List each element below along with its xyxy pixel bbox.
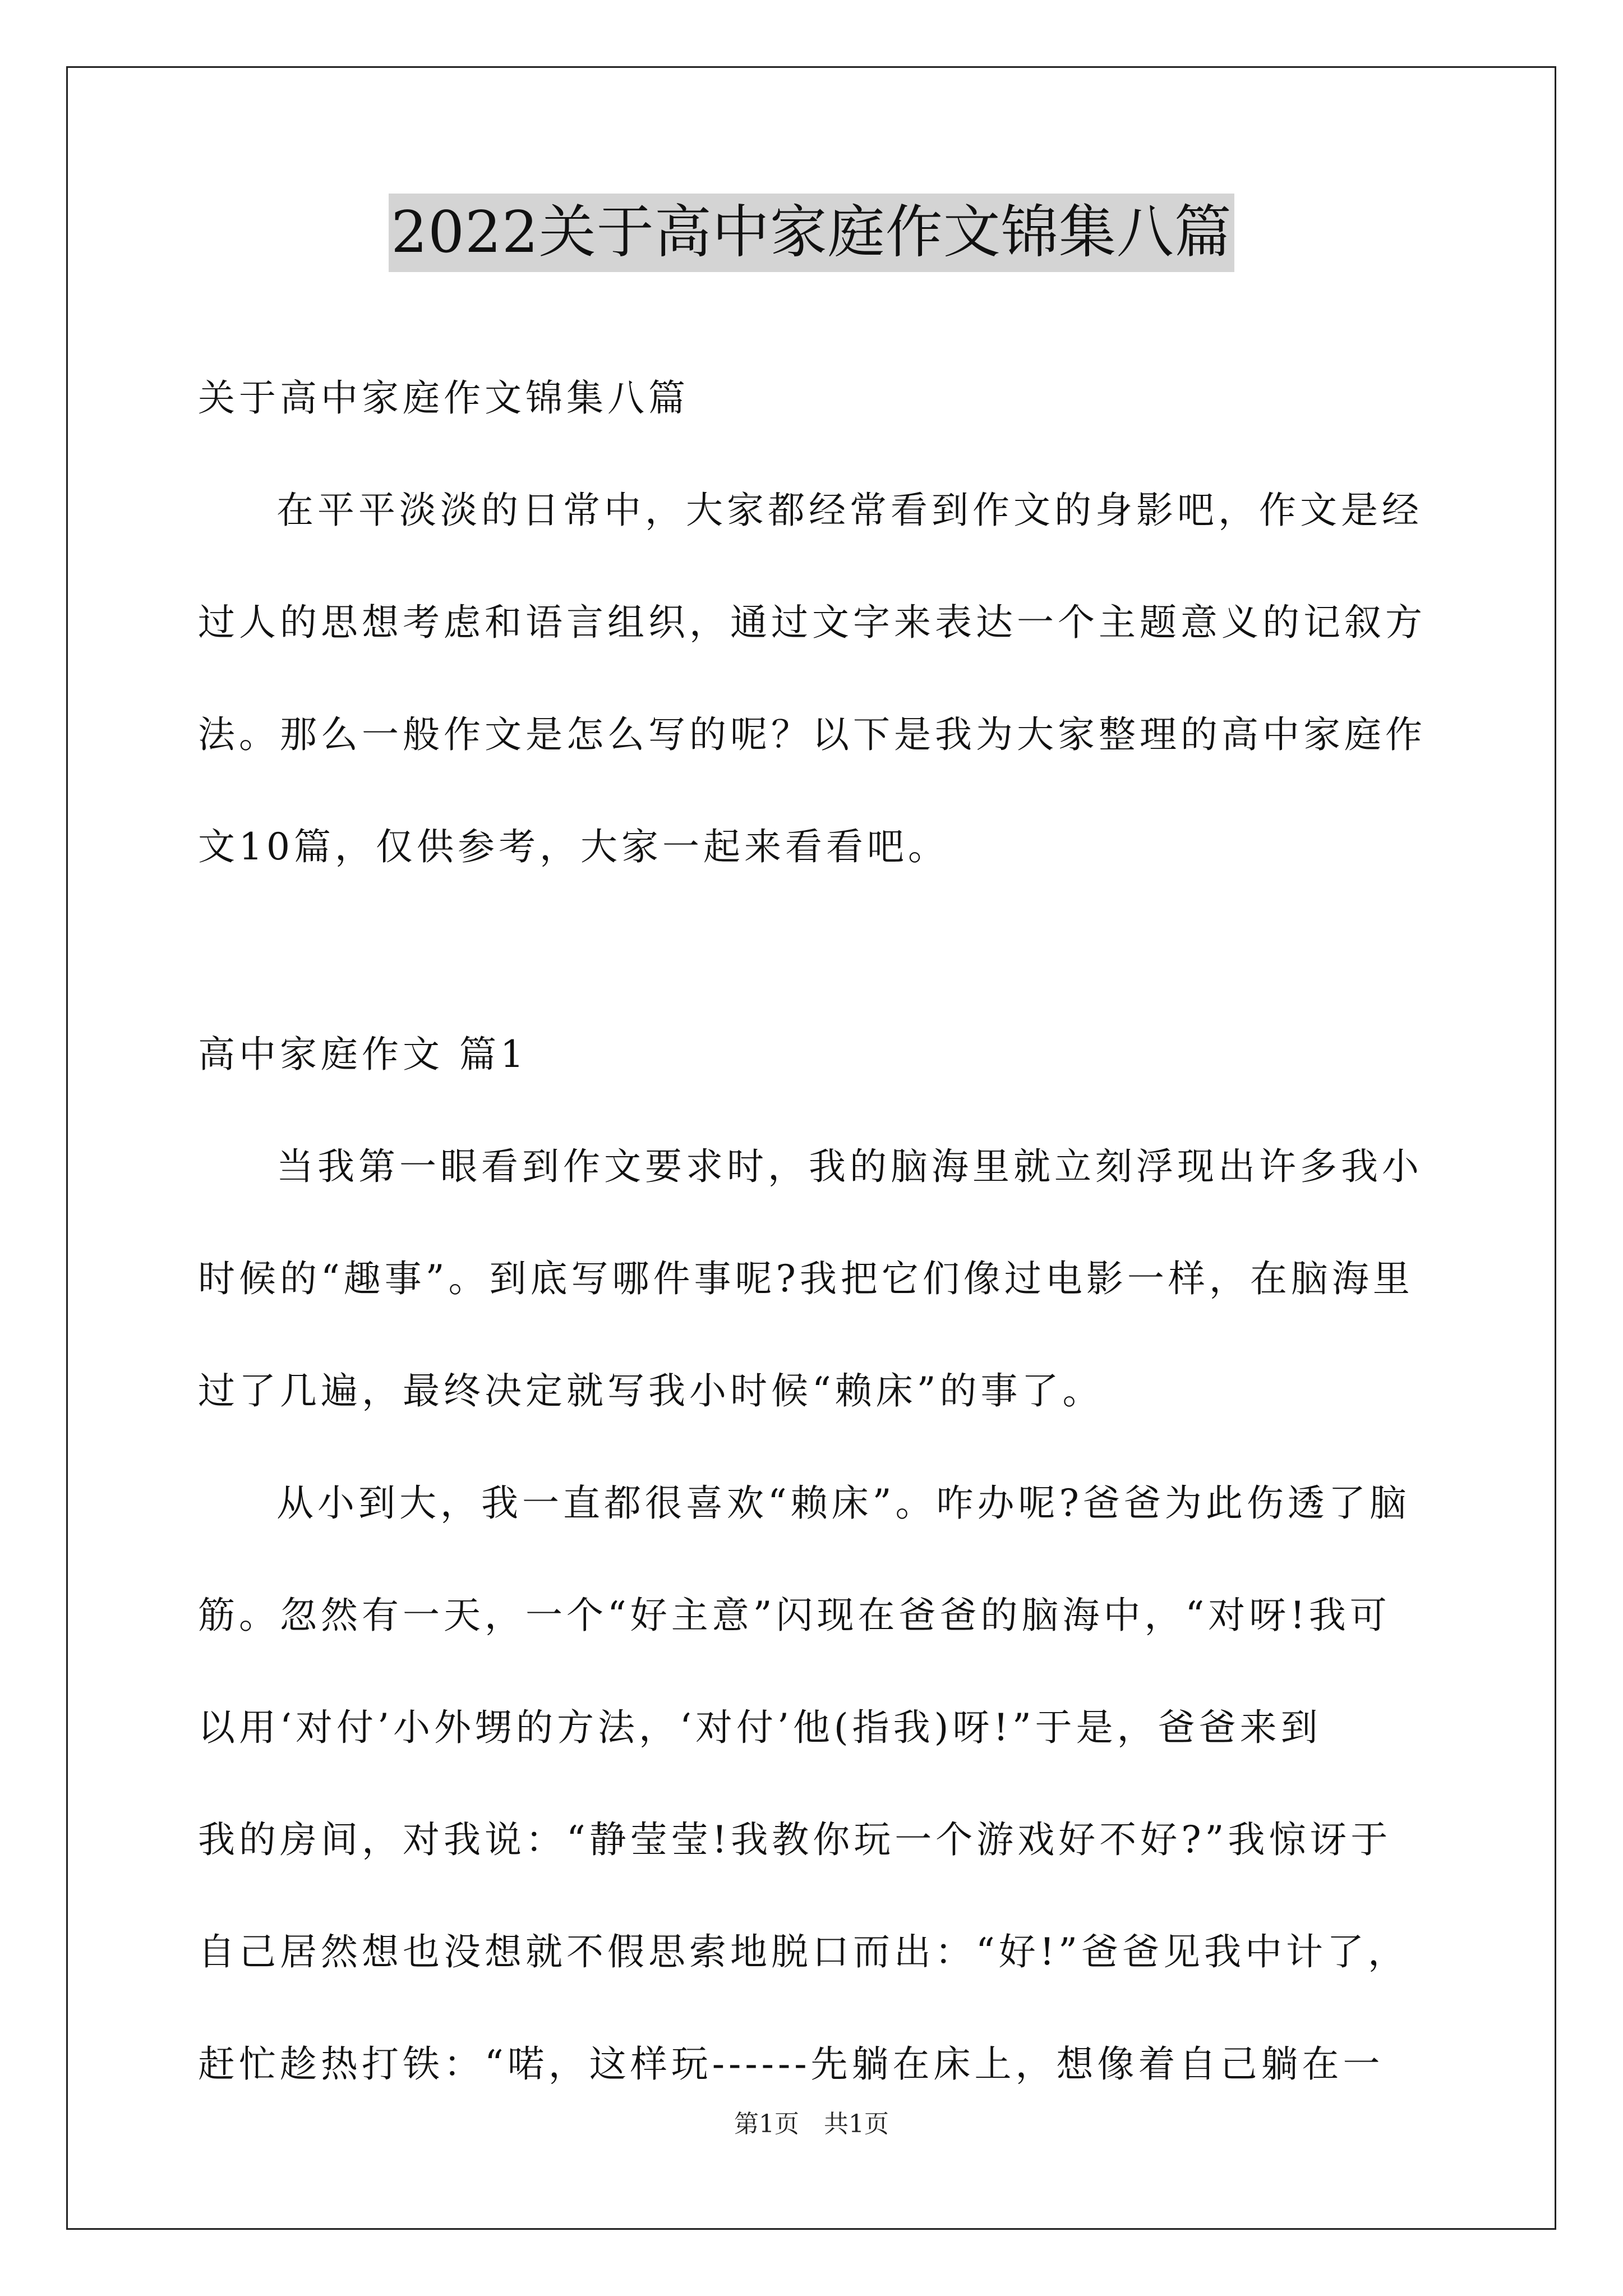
document-subtitle: 关于高中家庭作文锦集八篇 [198,376,689,420]
paragraph-line: 当我第一眼看到作文要求时，我的脑海里就立刻浮现出许多我小 [276,1145,1423,1188]
section-heading: 高中家庭作文 篇1 [198,1033,528,1076]
paragraph-line: 我的房间，对我说：“静莹莹!我教你玩一个游戏好不好?”我惊讶于 [198,1818,1392,1861]
title-area [0,194,1623,272]
paragraph-line: 自己居然想也没想就不假思索地脱口而出：“好!”爸爸见我中计了， [198,1930,1409,1973]
paragraph-line: 过了几遍，最终决定就写我小时候“赖床”的事了。 [198,1369,1104,1412]
page-number: 第1页 共1页 [734,2110,889,2138]
intro-line: 过人的思想考虑和语言组织，通过文字来表达一个主题意义的记叙方 [198,601,1426,644]
page-footer [0,2104,1623,2139]
intro-line: 法。那么一般作文是怎么写的呢？以下是我为大家整理的高中家庭作 [198,713,1426,756]
paragraph-line: 筋。忽然有一天，一个“好主意”闪现在爸爸的脑海中，“对呀!我可 [198,1594,1391,1637]
paragraph-line: 以用‘对付’小外甥的方法，‘对付’他(指我)呀!”于是，爸爸来到 [198,1706,1322,1749]
paragraph-line: 赶忙趁热打铁：“喏，这样玩------先躺在床上，想像着自己躺在一 [198,2042,1384,2086]
intro-line: 在平平淡淡的日常中，大家都经常看到作文的身影吧，作文是经 [276,489,1423,532]
intro-line: 文10篇，仅供参考，大家一起来看看吧。 [198,825,949,868]
paragraph-line: 时候的“趣事”。到底写哪件事呢?我把它们像过电影一样，在脑海里 [198,1257,1414,1300]
document-title: 2022关于高中家庭作文锦集八篇 [389,194,1234,272]
paragraph-line: 从小到大，我一直都很喜欢“赖床”。咋办呢?爸爸为此伤透了脑 [276,1481,1410,1525]
